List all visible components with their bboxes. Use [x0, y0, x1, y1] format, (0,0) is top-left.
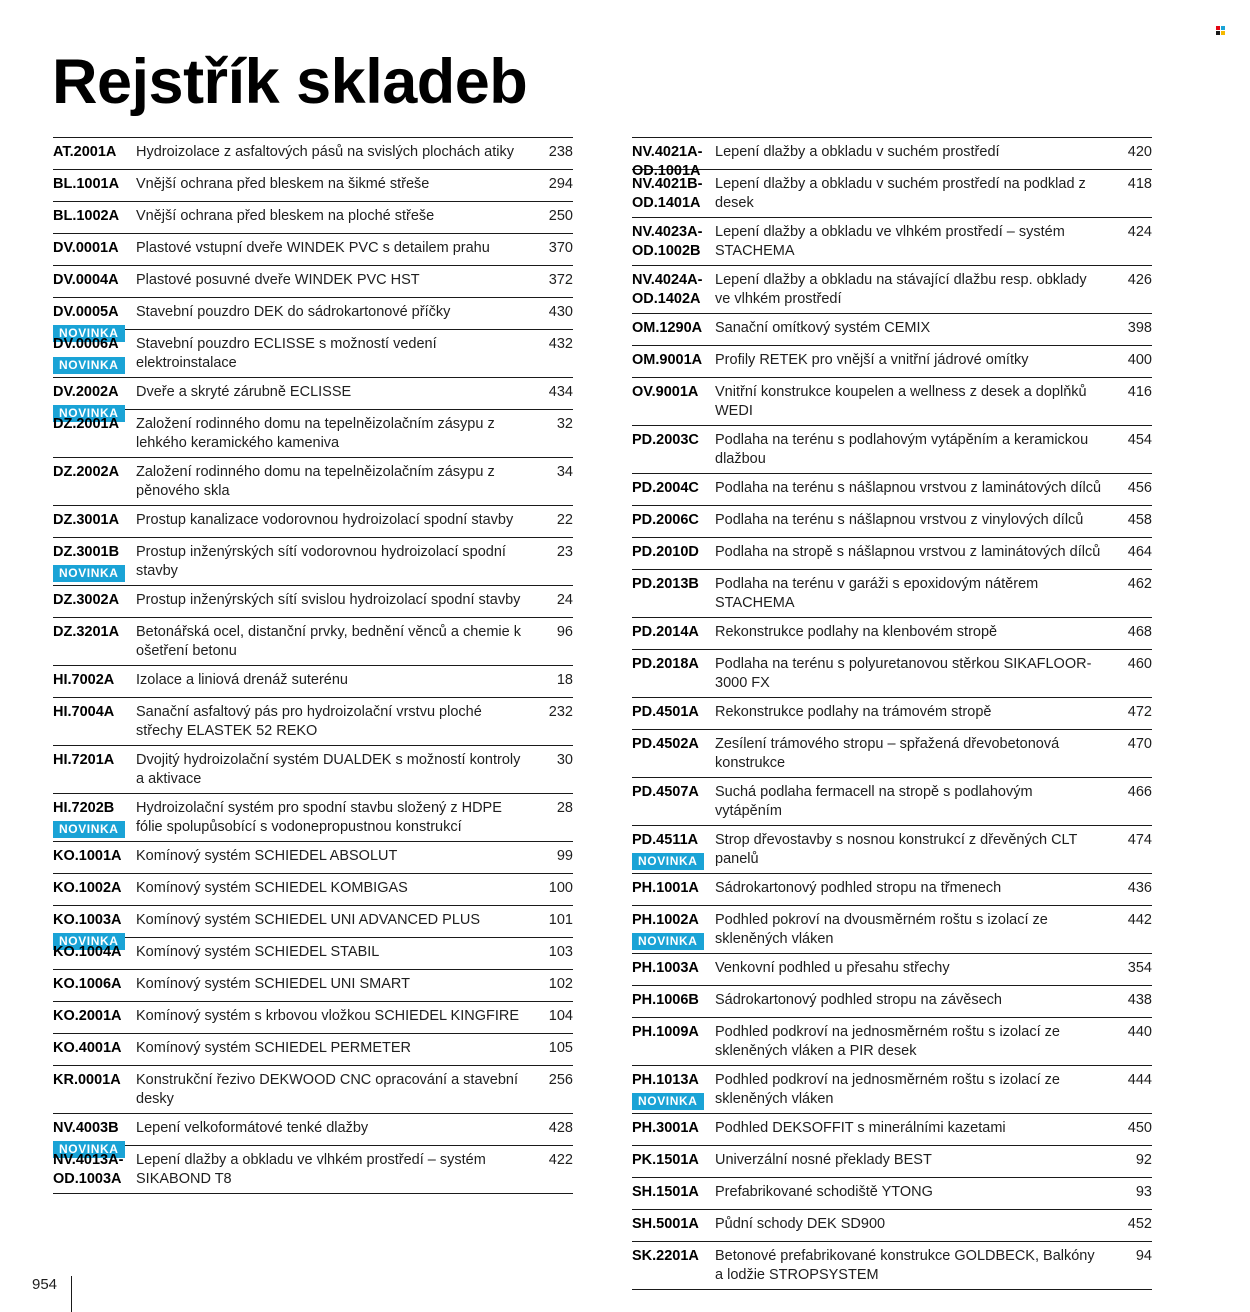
entry-page-number: 474	[1127, 832, 1152, 848]
entry-description: Lepení dlažby a obkladu ve vlhkém prostředí – systém SIKABOND T8	[136, 1152, 486, 1187]
index-entry	[632, 170, 1152, 218]
entry-page-number: 32	[556, 416, 573, 432]
entry-code-cell	[53, 175, 135, 194]
entry-code-cell	[632, 879, 714, 898]
entry-code: BL.1002A	[53, 208, 120, 224]
entry-code: NV.4003B	[53, 1120, 119, 1136]
entry-page-number: 372	[548, 272, 573, 288]
entry-page-number: 103	[548, 944, 573, 960]
entry-description: Vnitřní konstrukce koupelen a wellness z desek a doplňků WEDI	[715, 384, 1087, 419]
new-badge: NOVINKA	[632, 933, 704, 950]
index-entry	[632, 138, 1152, 179]
entry-page-number: 398	[1127, 320, 1152, 336]
index-entry	[53, 970, 573, 1002]
index-entry	[53, 266, 573, 298]
new-badge: NOVINKA	[632, 1093, 704, 1110]
index-entry	[632, 506, 1152, 538]
entry-description: Podhled podkroví na jednosměrném roštu s izolací ze skleněných vláken a PIR desek	[715, 1024, 1060, 1059]
entry-page-number: 99	[556, 848, 573, 864]
entry-code-cell	[53, 671, 135, 690]
entry-code: OM.1290A	[632, 320, 703, 336]
entry-description: Prostup kanalizace vodorovnou hydroizolací spodní stavby	[136, 512, 514, 528]
entry-code-cell	[53, 271, 135, 290]
entry-page-number: 462	[1127, 576, 1152, 592]
new-badge: NOVINKA	[53, 565, 125, 582]
entry-code-cell	[632, 319, 714, 338]
entry-page-number: 450	[1127, 1120, 1152, 1136]
index-entry	[53, 1066, 573, 1114]
entry-code: DZ.2002A	[53, 464, 120, 480]
index-entry	[632, 778, 1152, 826]
entry-description: Založení rodinného domu na tepelněizolačním zásypu z pěnového skla	[136, 464, 495, 499]
entry-code-cell	[53, 591, 135, 610]
page-number: 954	[32, 1276, 58, 1293]
entry-description: Podlaha na terénu s nášlapnou vrstvou z laminátových dílců	[715, 480, 1102, 496]
entry-page-number: 422	[548, 1152, 573, 1168]
entry-description: Komínový systém SCHIEDEL STABIL	[136, 944, 380, 960]
entry-description: Lepení dlažby a obkladu v suchém prostředí	[715, 144, 1000, 160]
index-entry	[53, 1146, 573, 1194]
index-entry	[53, 618, 573, 666]
entry-description: Zesílení trámového stropu – spřažená dřevobetonová konstrukce	[715, 736, 1060, 771]
entry-page-number: 100	[548, 880, 573, 896]
entry-description: Suchá podlaha fermacell na stropě s podlahovým vytápěním	[715, 784, 1033, 819]
entry-code-cell	[632, 271, 714, 308]
index-entry	[53, 330, 573, 378]
entry-page-number: 440	[1127, 1024, 1152, 1040]
entry-code: PH.1003A	[632, 960, 699, 976]
entry-code: SH.5001A	[632, 1216, 699, 1232]
entry-code-cell	[632, 575, 714, 594]
entry-page-number: 454	[1127, 432, 1152, 448]
index-entry	[632, 1210, 1152, 1242]
index-entry	[53, 1114, 573, 1156]
entry-code: HI.7004A	[53, 704, 115, 720]
index-entry	[53, 506, 573, 538]
entry-code-cell	[632, 703, 714, 722]
index-entry	[53, 938, 573, 970]
entry-code: PD.2018A	[632, 656, 699, 672]
entry-page-number: 96	[556, 624, 573, 640]
new-badge: NOVINKA	[632, 853, 704, 870]
entry-description: Vnější ochrana před bleskem na ploché střeše	[136, 208, 435, 224]
index-entry	[53, 298, 573, 340]
entry-code-cell	[632, 1183, 714, 1202]
entry-description: Komínový systém SCHIEDEL KOMBIGAS	[136, 880, 408, 896]
entry-code: AT.2001A	[53, 144, 117, 160]
entry-page-number: 18	[556, 672, 573, 688]
entry-page-number: 102	[548, 976, 573, 992]
index-entry	[53, 378, 573, 420]
entry-description: Lepení dlažby a obkladu na stávající dlažbu resp. obklady ve vlhkém prostředí	[715, 272, 1087, 307]
entry-page-number: 354	[1127, 960, 1152, 976]
entry-page-number: 416	[1127, 384, 1152, 400]
entry-description: Izolace a liniová drenáž suterénu	[136, 672, 348, 688]
new-badge: NOVINKA	[53, 821, 125, 838]
index-entry	[53, 458, 573, 506]
entry-code-cell	[53, 463, 135, 482]
entry-description: Lepení dlažby a obkladu ve vlhkém prostředí – systém STACHEMA	[715, 224, 1065, 259]
entry-page-number: 442	[1127, 912, 1152, 928]
entry-code: NV.4023A- OD.1002B	[632, 224, 703, 259]
entry-code-cell	[53, 623, 135, 642]
entry-code-cell	[53, 335, 135, 374]
entry-code-cell	[632, 655, 714, 674]
index-entry	[53, 410, 573, 458]
entry-description: Lepení velkoformátové tenké dlažby	[136, 1120, 369, 1136]
entry-page-number: 256	[548, 1072, 573, 1088]
entry-code-cell	[632, 1151, 714, 1170]
entry-code: OM.9001A	[632, 352, 703, 368]
entry-page-number: 104	[548, 1008, 573, 1024]
entry-code-cell	[632, 1023, 714, 1042]
entry-code: DV.0006A	[53, 336, 119, 352]
entry-page-number: 460	[1127, 656, 1152, 672]
entry-description: Podlaha na terénu s nášlapnou vrstvou z vinylových dílců	[715, 512, 1084, 528]
entry-code: SH.1501A	[632, 1184, 699, 1200]
entry-description: Komínový systém SCHIEDEL UNI SMART	[136, 976, 410, 992]
entry-page-number: 432	[548, 336, 573, 352]
index-entry	[632, 1114, 1152, 1146]
entry-code: PD.4511A	[632, 832, 699, 848]
entry-page-number: 105	[548, 1040, 573, 1056]
entry-code: DV.2002A	[53, 384, 119, 400]
entry-page-number: 232	[548, 704, 573, 720]
entry-description: Strop dřevostavby s nosnou konstrukcí z dřevěných CLT panelů	[715, 832, 1078, 867]
entry-page-number: 30	[556, 752, 573, 768]
entry-description: Sanační omítkový systém CEMIX	[715, 320, 931, 336]
entry-code: NV.4024A- OD.1402A	[632, 272, 703, 307]
entry-code-cell	[53, 207, 135, 226]
entry-page-number: 436	[1127, 880, 1152, 896]
entry-description: Prefabrikované schodiště YTONG	[715, 1184, 933, 1200]
entry-code-cell	[53, 511, 135, 530]
entry-description: Podlaha na stropě s nášlapnou vrstvou z laminátových dílců	[715, 544, 1101, 560]
entry-code: KO.1003A	[53, 912, 122, 928]
entry-description: Hydroizolační systém pro spodní stavbu složený z HDPE fólie spolupůsobící s vodonepropustnou konstrukcí	[136, 800, 502, 835]
entry-code-cell	[632, 911, 714, 950]
entry-description: Půdní schody DEK SD900	[715, 1216, 886, 1232]
entry-description: Betonářská ocel, distanční prvky, bednění věnců a chemie k ošetření betonu	[136, 624, 522, 659]
entry-code: OV.9001A	[632, 384, 699, 400]
entry-code-cell	[632, 735, 714, 754]
entry-description: Komínový systém s krbovou vložkou SCHIEDEL KINGFIRE	[136, 1008, 520, 1024]
index-entry	[53, 874, 573, 906]
entry-description: Vnější ochrana před bleskem na šikmé střeše	[136, 176, 430, 192]
entry-page-number: 93	[1135, 1184, 1152, 1200]
entry-description: Podlaha na terénu s podlahovým vytápěním a keramickou dlažbou	[715, 432, 1089, 467]
page-title: Rejstřík skladeb	[52, 47, 528, 117]
new-badge: NOVINKA	[53, 325, 125, 342]
entry-code: PK.1501A	[632, 1152, 699, 1168]
entry-description: Hydroizolace z asfaltových pásů na svislých plochách atiky	[136, 144, 514, 160]
entry-page-number: 294	[548, 176, 573, 192]
entry-code-cell	[53, 143, 135, 162]
index-entry	[632, 1178, 1152, 1210]
entry-code-cell	[632, 1119, 714, 1138]
index-entry	[53, 538, 573, 586]
entry-code-cell	[53, 703, 135, 722]
entry-description: Podhled podkroví na jednosměrném roštu s izolací ze skleněných vláken	[715, 1072, 1060, 1107]
entry-code-cell	[632, 383, 714, 402]
entry-code: HI.7202B	[53, 800, 115, 816]
page-number-divider	[71, 1276, 72, 1312]
entry-description: Lepení dlažby a obkladu v suchém prostředí na podklad z desek	[715, 176, 1086, 211]
index-entry	[53, 666, 573, 698]
index-entry	[632, 986, 1152, 1018]
entry-page-number: 472	[1127, 704, 1152, 720]
entry-code-cell	[53, 799, 135, 838]
entry-description: Podlaha na terénu v garáži s epoxidovým nátěrem STACHEMA	[715, 576, 1039, 611]
entry-code: DZ.3001A	[53, 512, 120, 528]
entry-page-number: 468	[1127, 624, 1152, 640]
entry-code-cell	[632, 831, 714, 870]
index-entry	[632, 730, 1152, 778]
index-entry	[632, 378, 1152, 426]
entry-code: BL.1001A	[53, 176, 120, 192]
entry-code: PH.1013A	[632, 1072, 699, 1088]
entry-code: HI.7201A	[53, 752, 115, 768]
entry-page-number: 456	[1127, 480, 1152, 496]
entry-code: SK.2201A	[632, 1248, 699, 1264]
entry-description: Sádrokartonový podhled stropu na třmenech	[715, 880, 1002, 896]
entry-description: Rekonstrukce podlahy na klenbovém stropě	[715, 624, 998, 640]
index-entry	[53, 1002, 573, 1034]
entry-description: Stavební pouzdro ECLISSE s možností vedení elektroinstalace	[136, 336, 437, 371]
entry-page-number: 250	[548, 208, 573, 224]
index-column-right	[632, 137, 1152, 1290]
entry-code-cell	[632, 175, 714, 212]
entry-code: KO.1001A	[53, 848, 122, 864]
entry-description: Sádrokartonový podhled stropu na závěsech	[715, 992, 1002, 1008]
entry-description: Rekonstrukce podlahy na trámovém stropě	[715, 704, 992, 720]
entry-page-number: 470	[1127, 736, 1152, 752]
entry-description: Podhled DEKSOFFIT s minerálními kazetami	[715, 1120, 1006, 1136]
index-entry	[53, 234, 573, 266]
entry-code: PH.1001A	[632, 880, 699, 896]
entry-code: PD.2014A	[632, 624, 699, 640]
entry-code-cell	[632, 1071, 714, 1110]
entry-code-cell	[53, 543, 135, 582]
entry-code-cell	[53, 415, 135, 434]
entry-page-number: 426	[1127, 272, 1152, 288]
entry-code: DZ.3001B	[53, 544, 120, 560]
index-entry	[53, 138, 573, 170]
entry-page-number: 400	[1127, 352, 1152, 368]
entry-code: NV.4013A- OD.1003A	[53, 1152, 124, 1187]
entry-code: NV.4021B- OD.1401A	[632, 176, 703, 211]
entry-code-cell	[632, 1215, 714, 1234]
entry-code: KO.2001A	[53, 1008, 122, 1024]
entry-code: KO.1002A	[53, 880, 122, 896]
index-entry	[632, 954, 1152, 986]
entry-code: KO.1006A	[53, 976, 122, 992]
entry-page-number: 424	[1127, 224, 1152, 240]
index-entry	[632, 570, 1152, 618]
entry-page-number: 34	[556, 464, 573, 480]
index-entry	[632, 538, 1152, 570]
entry-description: Sanační asfaltový pás pro hydroizolační vrstvu ploché střechy ELASTEK 52 REKO	[136, 704, 482, 739]
index-entry	[53, 1034, 573, 1066]
entry-code-cell	[632, 991, 714, 1010]
entry-description: Komínový systém SCHIEDEL ABSOLUT	[136, 848, 398, 864]
entry-page-number: 24	[556, 592, 573, 608]
entry-page-number: 466	[1127, 784, 1152, 800]
entry-code: PD.2010D	[632, 544, 699, 560]
entry-code: DZ.3002A	[53, 592, 120, 608]
entry-code: DV.0004A	[53, 272, 119, 288]
entry-code: PD.2004C	[632, 480, 699, 496]
entry-description: Dveře a skryté zárubně ECLISSE	[136, 384, 352, 400]
index-entry	[632, 618, 1152, 650]
new-badge: NOVINKA	[53, 357, 125, 374]
entry-code: PH.1009A	[632, 1024, 699, 1040]
index-entry	[53, 906, 573, 948]
entry-description: Profily RETEK pro vnější a vnitřní jádrové omítky	[715, 352, 1029, 368]
index-entry	[632, 426, 1152, 474]
new-badge: NOVINKA	[53, 1141, 125, 1158]
entry-code: PD.4501A	[632, 704, 699, 720]
entry-code-cell	[632, 351, 714, 370]
index-column-left	[53, 137, 573, 1194]
entry-description: Dvojitý hydroizolační systém DUALDEK s možností kontroly a aktivace	[136, 752, 521, 787]
entry-code-cell	[53, 879, 135, 898]
entry-code-cell	[632, 511, 714, 530]
entry-code: KO.1004A	[53, 944, 122, 960]
new-badge: NOVINKA	[53, 405, 125, 422]
entry-page-number: 464	[1127, 544, 1152, 560]
index-entry	[632, 266, 1152, 314]
entry-description: Venkovní podhled u přesahu střechy	[715, 960, 950, 976]
entry-code: PD.2003C	[632, 432, 699, 448]
index-entry	[632, 1066, 1152, 1114]
index-entry	[53, 794, 573, 842]
entry-description: Prostup inženýrských sítí svislou hydroizolací spodní stavby	[136, 592, 521, 608]
entry-page-number: 438	[1127, 992, 1152, 1008]
entry-description: Komínový systém SCHIEDEL PERMETER	[136, 1040, 412, 1056]
entry-code: PH.3001A	[632, 1120, 699, 1136]
index-entry	[632, 1146, 1152, 1178]
entry-code-cell	[53, 1151, 135, 1188]
entry-code-cell	[53, 975, 135, 994]
entry-code-cell	[632, 1247, 714, 1266]
index-entry	[53, 586, 573, 618]
entry-code: KR.0001A	[53, 1072, 121, 1088]
entry-code-cell	[632, 431, 714, 450]
entry-code-cell	[632, 479, 714, 498]
entry-code: DV.0005A	[53, 304, 119, 320]
entry-code-cell	[632, 543, 714, 562]
entry-code: DV.0001A	[53, 240, 119, 256]
entry-page-number: 418	[1127, 176, 1152, 192]
entry-code: PD.2013B	[632, 576, 699, 592]
index-entry	[632, 474, 1152, 506]
entry-code: DZ.3201A	[53, 624, 120, 640]
entry-code-cell	[53, 847, 135, 866]
entry-page-number: 94	[1135, 1248, 1152, 1264]
entry-description: Založení rodinného domu na tepelněizolačním zásypu z lehkého keramického kameniva	[136, 416, 495, 451]
index-entry	[632, 346, 1152, 378]
entry-page-number: 92	[1135, 1152, 1152, 1168]
entry-code-cell	[632, 623, 714, 642]
entry-page-number: 430	[548, 304, 573, 320]
entry-description: Podlaha na terénu s polyuretanovou stěrkou SIKAFLOOR-3000 FX	[715, 656, 1092, 691]
index-entry	[632, 314, 1152, 346]
entry-page-number: 101	[548, 912, 573, 928]
index-entry	[53, 170, 573, 202]
entry-code: PD.4502A	[632, 736, 699, 752]
entry-page-number: 452	[1127, 1216, 1152, 1232]
new-badge: NOVINKA	[53, 933, 125, 950]
entry-code: PH.1006B	[632, 992, 699, 1008]
entry-code-cell	[53, 943, 135, 962]
entry-code-cell	[53, 239, 135, 258]
entry-page-number: 28	[556, 800, 573, 816]
index-entry	[53, 698, 573, 746]
entry-page-number: 444	[1127, 1072, 1152, 1088]
entry-description: Podhled pokroví na dvousměrném roštu s izolací ze skleněných vláken	[715, 912, 1048, 947]
entry-code: HI.7002A	[53, 672, 115, 688]
entry-page-number: 23	[556, 544, 573, 560]
index-entry	[53, 202, 573, 234]
index-entry	[632, 826, 1152, 874]
entry-code-cell	[632, 783, 714, 802]
entry-code-cell	[53, 751, 135, 770]
entry-description: Plastové posuvné dveře WINDEK PVC HST	[136, 272, 420, 288]
entry-page-number: 458	[1127, 512, 1152, 528]
entry-code: DZ.2001A	[53, 416, 120, 432]
entry-page-number: 434	[548, 384, 573, 400]
entry-page-number: 238	[548, 144, 573, 160]
index-entry	[632, 906, 1152, 954]
index-entry	[632, 1018, 1152, 1066]
entry-code: KO.4001A	[53, 1040, 122, 1056]
entry-code: PD.2006C	[632, 512, 699, 528]
index-entry	[632, 874, 1152, 906]
entry-code-cell	[53, 1007, 135, 1026]
index-entry	[53, 746, 573, 794]
entry-code: PD.4507A	[632, 784, 699, 800]
entry-description: Komínový systém SCHIEDEL UNI ADVANCED PLUS	[136, 912, 481, 928]
entry-code-cell	[53, 1071, 135, 1090]
entry-code-cell	[53, 1039, 135, 1058]
entry-description: Stavební pouzdro DEK do sádrokartonové příčky	[136, 304, 451, 320]
entry-page-number: 420	[1127, 144, 1152, 160]
entry-description: Konstrukční řezivo DEKWOOD CNC opracování a stavební desky	[136, 1072, 518, 1107]
index-entry	[632, 650, 1152, 698]
entry-page-number: 370	[548, 240, 573, 256]
index-entry	[53, 842, 573, 874]
index-entry	[632, 698, 1152, 730]
entry-page-number: 428	[548, 1120, 573, 1136]
brand-logo-icon	[1216, 26, 1225, 35]
entry-code: NV.4021A- OD.1001A	[632, 144, 703, 179]
entry-description: Betonové prefabrikované konstrukce GOLDBECK, Balkóny a lodžie STROPSYSTEM	[715, 1248, 1095, 1283]
entry-description: Univerzální nosné překlady BEST	[715, 1152, 932, 1168]
entry-description: Plastové vstupní dveře WINDEK PVC s detailem prahu	[136, 240, 490, 256]
entry-description: Prostup inženýrských sítí vodorovnou hydroizolací spodní stavby	[136, 544, 506, 579]
index-entry	[632, 218, 1152, 266]
entry-code-cell	[632, 223, 714, 260]
index-entry	[632, 1242, 1152, 1290]
entry-code-cell	[632, 959, 714, 978]
entry-page-number: 22	[556, 512, 573, 528]
entry-code: PH.1002A	[632, 912, 699, 928]
